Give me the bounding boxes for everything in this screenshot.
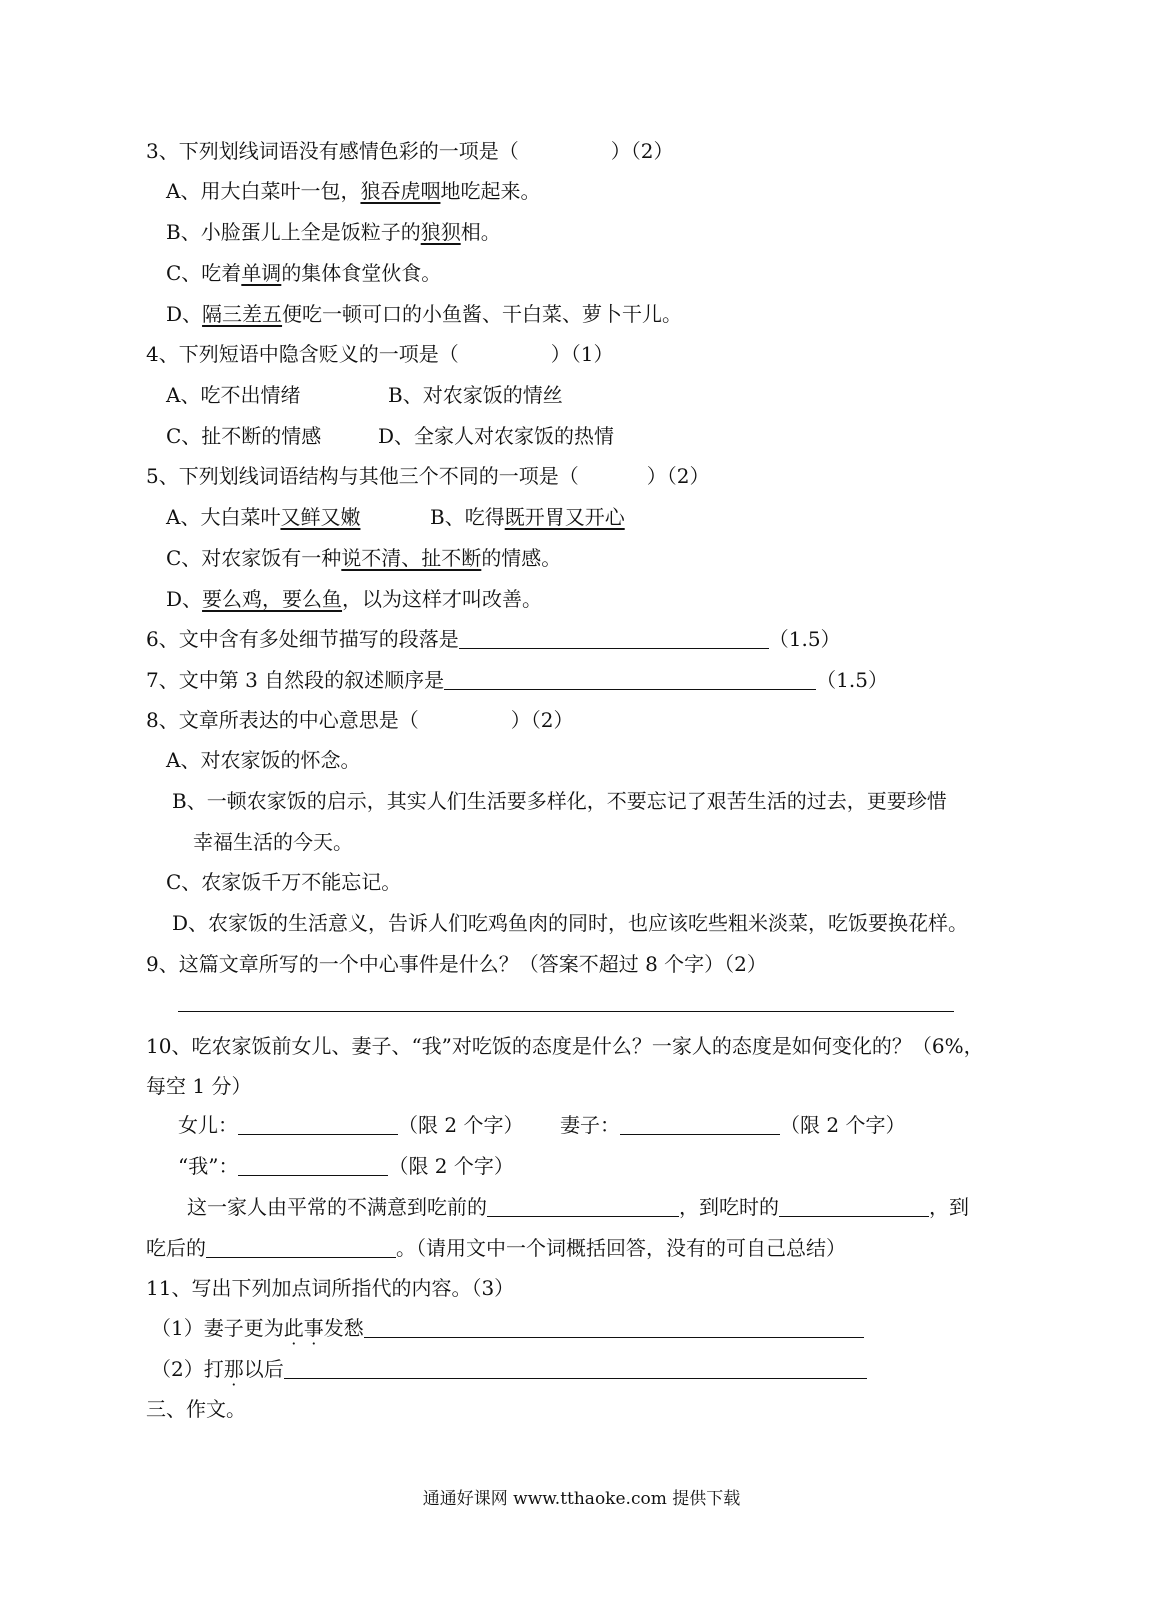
q5-option-c: C、对农家饭有一种说不清、扯不断的情感。 [166,546,562,570]
q11-sub1: （1）妻子更为此事发愁 [151,1314,864,1342]
q8-option-d: D、农家饭的生活意义，告诉人们吃鸡鱼肉的同时，也应该吃些粗米淡菜，吃饭要换花样。 [172,911,969,935]
me-blank[interactable] [238,1155,388,1176]
q11-sub1-blank[interactable] [364,1317,864,1338]
q5-stem: 5、下列划线词语结构与其他三个不同的一项是（ ）（2） [146,464,710,488]
q5-option-d: D、要么鸡，要么鱼，以为这样才叫改善。 [166,587,543,611]
q7-answer-blank[interactable] [444,669,816,690]
q5-option-a: A、大白菜叶又鲜又嫩 [166,505,361,529]
daughter-blank[interactable] [238,1114,398,1135]
q3-option-b: B、小脸蛋儿上全是饭粒子的狼狈相。 [166,220,501,244]
q10-stem-line2: 每空 1 分） [146,1074,252,1098]
wife-blank[interactable] [620,1114,780,1135]
q8-option-c: C、农家饭千万不能忘记。 [166,870,402,894]
q7: 7、文中第 3 自然段的叙述顺序是 （1.5） [146,668,888,692]
q10-change-line2: 吃后的 。（请用文中一个词概括回答，没有的可自己总结） [146,1236,846,1260]
q3-stem: 3、下列划线词语没有感情色彩的一项是（ ）（2） [146,139,674,163]
while-eating-blank[interactable] [779,1196,929,1217]
q4-option-b: B、对农家饭的情丝 [388,383,563,407]
q10-daughter: 女儿： （限 2 个字） [178,1113,524,1137]
q4-option-a: A、吃不出情绪 [166,383,301,407]
q11-stem: 11、写出下列加点词所指代的内容。（3） [146,1276,515,1300]
page-footer: 通通好课网 www.tthaoke.com 提供下载 [422,1489,741,1509]
q10-me: “我”： （限 2 个字） [178,1154,514,1178]
q5-option-b: B、吃得既开胃又开心 [430,505,625,529]
q8-stem: 8、文章所表达的中心意思是（ ）（2） [146,708,574,732]
q8-option-a: A、对农家饭的怀念。 [166,748,361,772]
section-3-heading: 三、作文。 [146,1397,246,1421]
q11-sub2-blank[interactable] [284,1358,867,1379]
q10-stem-line1: 10、吃农家饭前女儿、妻子、“我”对吃饭的态度是什么？一家人的态度是如何变化的？（6%， [146,1034,984,1058]
after-eating-blank[interactable] [206,1237,396,1258]
q4-option-d: D、全家人对农家饭的热情 [378,424,615,448]
q8-option-b-line1: B、一顿农家饭的启示，其实人们生活要多样化，不要忘记了艰苦生活的过去，更要珍惜 [172,789,947,813]
q4-stem: 4、下列短语中隐含贬义的一项是（ ）（1） [146,342,614,366]
q3-option-d: D、隔三差五便吃一顿可口的小鱼酱、干白菜、萝卜干儿。 [166,302,683,326]
q9-stem: 9、这篇文章所写的一个中心事件是什么？（答案不超过 8 个字）（2） [146,952,767,976]
q3-option-c: C、吃着单调的集体食堂伙食。 [166,261,442,285]
q3-option-a: A、用大白菜叶一包，狼吞虎咽地吃起来。 [166,179,541,203]
q10-wife: 妻子： （限 2 个字） [560,1113,906,1137]
q10-change-line1: 这一家人由平常的不满意到吃前的 ，到吃时的 ，到 [187,1195,969,1219]
q9-answer-line[interactable] [178,1011,954,1012]
q4-option-c: C、扯不断的情感 [166,424,322,448]
q11-sub2: （2）打那以后 [151,1355,867,1383]
q6-answer-blank[interactable] [459,628,769,649]
q6: 6、文中含有多处细节描写的段落是 （1.5） [146,627,841,651]
before-eating-blank[interactable] [487,1196,679,1217]
q8-option-b-line2: 幸福生活的今天。 [193,830,353,854]
